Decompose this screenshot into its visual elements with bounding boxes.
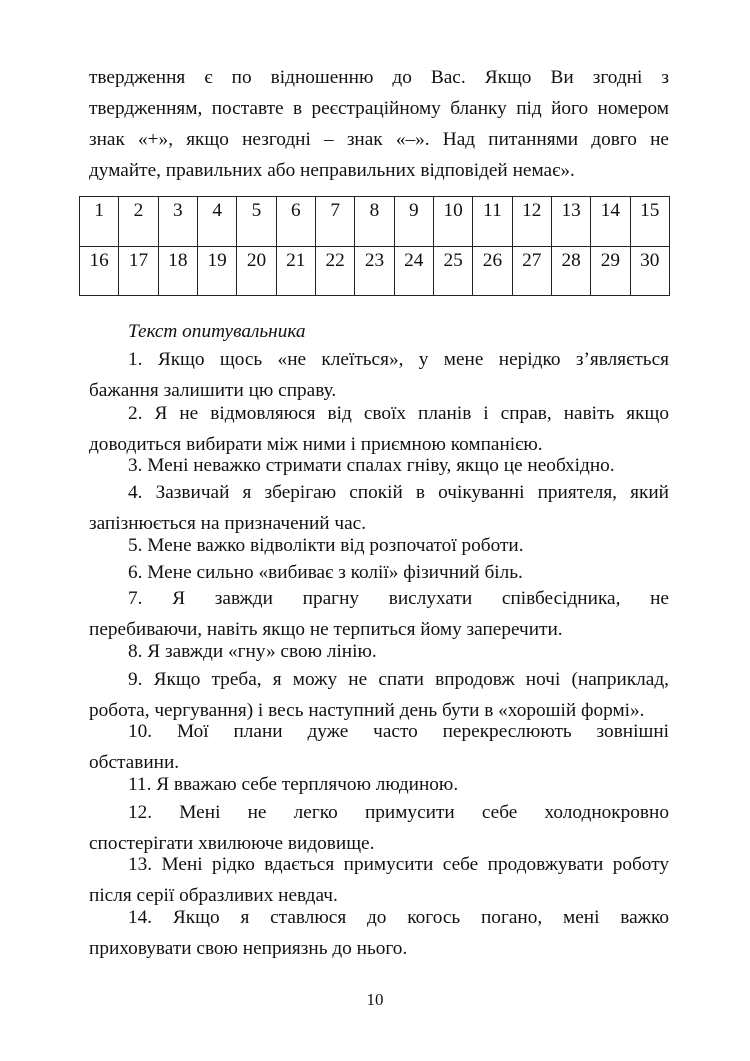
intro-line: твердженням, поставте в реєстраційному бланку під його номером [89,98,669,119]
question-item [89,636,669,667]
question-text: Якщо треба, я можу не спати впродовж ночі (наприклад, [153,669,669,690]
grid-cell: 17 [119,246,158,296]
question-text: Мені неважко стримати спалах гніву, якщо це необхідно. [147,455,615,476]
grid-cell: 11 [473,197,512,247]
answer-grid-table [79,196,670,296]
question-line: спостерігати хвилююче видовище. [89,833,375,854]
grid-cell: 8 [355,197,394,247]
question-number: 6. [128,562,143,583]
question-line [89,477,669,508]
question-number: 11. [128,774,152,795]
question-line: бажання залишити цю справу. [89,380,337,401]
answer-grid-row-1 [80,197,670,247]
grid-cell: 3 [158,197,197,247]
question-text: Мені рідко вдається примусити себе продовжувати роботу [161,854,670,875]
question-line [89,583,669,614]
question-text: Я вважаю себе терплячою людиною. [156,774,459,795]
grid-cell: 10 [433,197,472,247]
question-line: робота, чергування) і весь наступний день бути в «хорошій формі». [89,700,645,721]
question-line: доводиться вибирати між ними і приємною компанією. [89,434,543,455]
question-line: перебиваючи, навіть якщо не терпиться йому заперечити. [89,619,563,640]
intro-line: думайте, правильних або неправильних відповідей немає». [89,160,575,181]
question-line [89,716,669,747]
grid-cell: 12 [512,197,551,247]
question-text: Я завжди «гну» свою лінію. [147,641,377,662]
question-text: Я завжди прагну вислухати співбесідника, не [172,588,669,609]
question-number: 12. [128,802,153,823]
question-item [89,344,669,406]
question-line: обставини. [89,752,180,773]
grid-cell: 21 [276,246,315,296]
grid-cell: 23 [355,246,394,296]
question-line [89,398,669,429]
question-number: 1. [128,349,143,370]
question-line [89,344,669,375]
grid-cell: 26 [473,246,512,296]
question-number: 14. [128,907,153,928]
grid-cell: 4 [197,197,236,247]
question-number: 4. [128,482,143,503]
question-item [89,902,669,964]
grid-cell: 22 [315,246,354,296]
question-text: Я не відмовляюся від своїх планів і справ, навіть якщо [154,403,669,424]
grid-cell: 20 [237,246,276,296]
intro-paragraph [89,62,669,186]
grid-cell: 16 [80,246,119,296]
grid-cell: 7 [315,197,354,247]
grid-cell: 28 [551,246,590,296]
question-line: після серії образливих невдач. [89,885,338,906]
question-item [89,769,669,800]
question-text: Мені не легко примусити себе холоднокровно [179,802,669,823]
question-text: Якщо я ставлюся до когось погано, мені важко [172,907,669,928]
question-number: 9. [128,669,143,690]
question-number: 13. [128,854,153,875]
grid-cell: 13 [551,197,590,247]
question-number: 2. [128,403,143,424]
grid-cell: 27 [512,246,551,296]
question-line [89,769,669,800]
grid-cell: 9 [394,197,433,247]
question-line [89,636,669,667]
question-line [89,797,669,828]
question-text: Мої плани дуже часто перекреслюють зовнішні [176,721,669,742]
grid-cell: 2 [119,197,158,247]
grid-cell: 29 [591,246,630,296]
grid-cell: 25 [433,246,472,296]
question-number: 10. [128,721,153,742]
question-number: 3. [128,455,143,476]
question-text: Якщо щось «не клеїться», у мене нерідко з’являється [157,349,669,370]
page-number: 10 [366,990,384,1009]
question-text: Зазвичай я зберігаю спокій в очікуванні приятеля, який [155,482,669,503]
question-line: запізнюється на призначений час. [89,513,367,534]
grid-cell: 15 [630,197,669,247]
question-line [89,664,669,695]
intro-line: твердження є по відношенню до Вас. Якщо Ви згодні з [89,67,669,88]
grid-cell: 24 [394,246,433,296]
grid-cell: 6 [276,197,315,247]
question-number: 7. [128,588,143,609]
answer-grid-row-2 [80,246,670,296]
question-line: приховувати свою неприязнь до нього. [89,938,408,959]
intro-line: знак «+», якщо незгодні – знак «–». Над питаннями довго не [89,129,669,150]
question-number: 8. [128,641,143,662]
grid-cell: 19 [197,246,236,296]
questionnaire-heading: Текст опитувальника [128,321,306,342]
grid-cell: 1 [80,197,119,247]
question-text: Мене сильно «вибиває з колії» фізичний біль. [147,562,523,583]
question-number: 5. [128,535,143,556]
grid-cell: 5 [237,197,276,247]
grid-cell: 18 [158,246,197,296]
question-text: Мене важко відволікти від розпочатої роботи. [147,535,524,556]
question-line [89,849,669,880]
grid-cell: 14 [591,197,630,247]
grid-cell: 30 [630,246,669,296]
question-line [89,902,669,933]
